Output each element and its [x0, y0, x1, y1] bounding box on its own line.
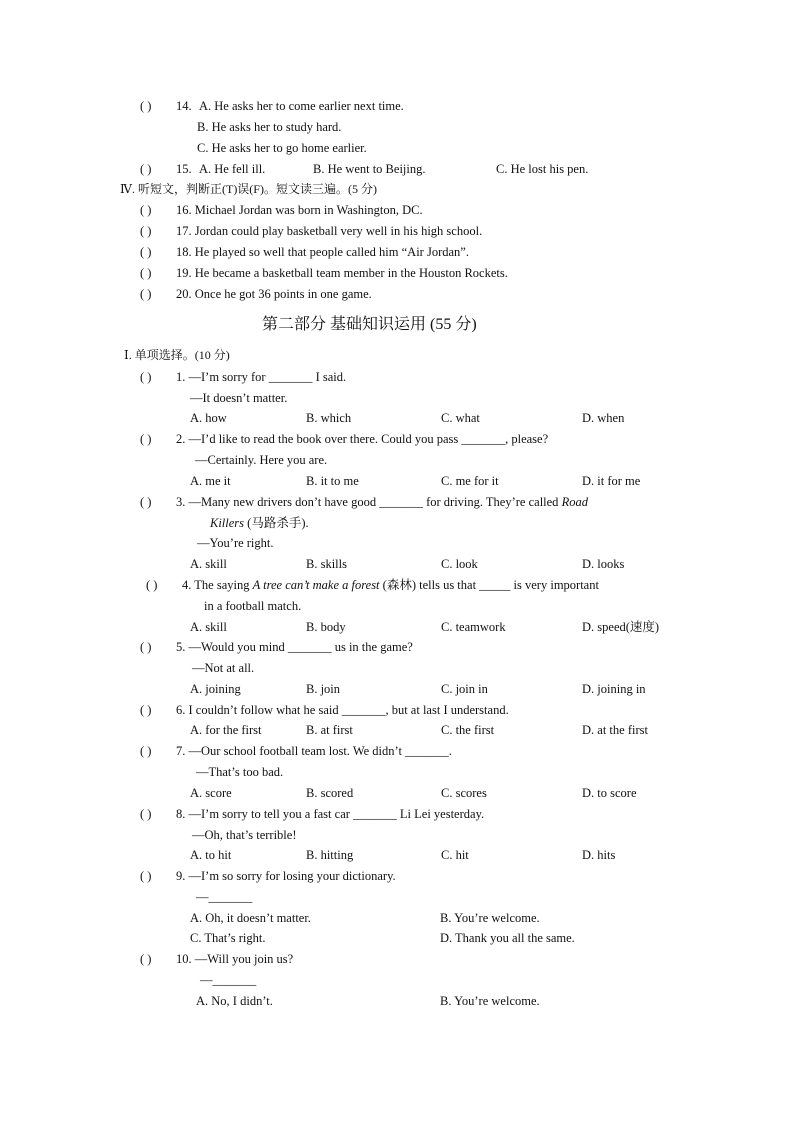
- question-2-reply: —Certainly. Here you are.: [195, 453, 328, 467]
- q9-option-b: B. You’re welcome.: [440, 911, 540, 925]
- q1-option-c: C. what: [441, 411, 480, 425]
- q2-option-b: B. it to me: [306, 474, 359, 488]
- q14-option-a: A. He asks her to come earlier next time.: [199, 99, 404, 113]
- q2-option-a: A. me it: [190, 474, 231, 488]
- question-8-reply: —Oh, that’s terrible!: [192, 828, 297, 842]
- q5-option-c: C. join in: [441, 682, 488, 696]
- question-3-term-2: Killers: [210, 516, 245, 530]
- question-5-stem: 5. —Would you mind _______ us in the game?: [176, 640, 413, 654]
- q1-option-d: D. when: [582, 411, 625, 425]
- q8-option-b: B. hitting: [306, 848, 354, 862]
- q2-option-c: C. me for it: [441, 474, 499, 488]
- question-5-reply: —Not at all.: [192, 661, 255, 675]
- question-3-gloss: (马路杀手).: [244, 516, 309, 530]
- q6-option-a: A. for the first: [190, 723, 262, 737]
- answer-blank-8[interactable]: ( ): [140, 807, 152, 821]
- question-3-reply: —You’re right.: [197, 536, 274, 550]
- answer-blank-10[interactable]: ( ): [140, 952, 152, 966]
- question-3-stem-line2: [210, 515, 309, 531]
- q3-option-c: C. look: [441, 557, 478, 571]
- q7-option-d: D. to score: [582, 786, 637, 800]
- q9-option-a: A. Oh, it doesn’t matter.: [190, 911, 311, 925]
- q6-option-b: B. at first: [306, 723, 353, 737]
- question-6-stem: 6. I couldn’t follow what he said _______, but at last I understand.: [176, 703, 509, 717]
- q15-option-c: C. He lost his pen.: [496, 162, 589, 176]
- q4-option-d: D. speed(速度): [582, 620, 660, 634]
- statement-18: 18. He played so well that people called him “Air Jordan”.: [176, 245, 469, 259]
- question-1-stem: 1. —I’m sorry for _______ I said.: [176, 370, 347, 384]
- q15-option-a: A. He fell ill.: [199, 162, 266, 176]
- q15-option-b: B. He went to Beijing.: [313, 162, 426, 176]
- question-3-stem-text: 3. —Many new drivers don’t have good _______ for driving. They’re called: [176, 495, 562, 509]
- q9-option-c: C. That’s right.: [190, 931, 266, 945]
- q7-option-c: C. scores: [441, 786, 487, 800]
- q10-option-a: A. No, I didn’t.: [196, 994, 273, 1008]
- q8-option-a: A. to hit: [190, 848, 232, 862]
- question-15-number: 15.: [176, 162, 192, 176]
- q4-option-a: A. skill: [190, 620, 227, 634]
- question-1-reply: —It doesn’t matter.: [190, 391, 288, 405]
- question-8-stem: 8. —I’m sorry to tell you a fast car _______ Li Lei yesterday.: [176, 807, 485, 821]
- q3-option-a: A. skill: [190, 557, 227, 571]
- question-2-stem: 2. —I’d like to read the book over there. Could you pass _______, please?: [176, 432, 549, 446]
- q8-option-d: D. hits: [582, 848, 616, 862]
- question-3-stem: [176, 494, 588, 510]
- statement-16: 16. Michael Jordan was born in Washington, DC.: [176, 203, 423, 217]
- question-10-reply-blank[interactable]: —_______: [200, 973, 257, 987]
- q4-option-b: B. body: [306, 620, 346, 634]
- statement-17: 17. Jordan could play basketball very well in his high school.: [176, 224, 483, 238]
- answer-blank-16[interactable]: ( ): [140, 203, 152, 217]
- question-9-reply-blank[interactable]: —_______: [196, 890, 253, 904]
- question-9-stem: 9. —I’m so sorry for losing your dictionary.: [176, 869, 396, 883]
- answer-blank-2[interactable]: ( ): [140, 432, 152, 446]
- q6-option-c: C. the first: [441, 723, 495, 737]
- section-4-title: Ⅳ. 听短文，判断正(T)误(F)。短文读三遍。(5 分): [120, 182, 377, 196]
- q14-option-b: B. He asks her to study hard.: [197, 120, 342, 134]
- question-3-term: Road: [561, 495, 588, 509]
- q8-option-c: C. hit: [441, 848, 469, 862]
- statement-19: 19. He became a basketball team member in the Houston Rockets.: [176, 266, 508, 280]
- question-14-number: 14.: [176, 99, 192, 113]
- q7-option-b: B. scored: [306, 786, 354, 800]
- q1-option-a: A. how: [190, 411, 227, 425]
- answer-blank-19[interactable]: ( ): [140, 266, 152, 280]
- q9-option-d: D. Thank you all the same.: [440, 931, 575, 945]
- question-4-saying: A tree can’t make a forest: [252, 578, 380, 592]
- answer-blank-1[interactable]: ( ): [140, 370, 152, 384]
- answer-blank-17[interactable]: ( ): [140, 224, 152, 238]
- question-4-stem-line2: in a football match.: [204, 599, 302, 613]
- answer-blank-20[interactable]: ( ): [140, 287, 152, 301]
- q3-option-d: D. looks: [582, 557, 625, 571]
- q5-option-b: B. join: [306, 682, 341, 696]
- answer-blank-5[interactable]: ( ): [140, 640, 152, 654]
- q7-option-a: A. score: [190, 786, 232, 800]
- question-10-stem: 10. —Will you join us?: [176, 952, 294, 966]
- q10-option-b: B. You’re welcome.: [440, 994, 540, 1008]
- section-1-title: Ⅰ. 单项选择。(10 分): [124, 348, 230, 362]
- q4-option-c: C. teamwork: [441, 620, 506, 634]
- q5-option-a: A. joining: [190, 682, 241, 696]
- question-7-reply: —That’s too bad.: [196, 765, 284, 779]
- question-4-stem-rest: (森林) tells us that _____ is very important: [379, 578, 599, 592]
- q3-option-b: B. skills: [306, 557, 347, 571]
- answer-blank-15[interactable]: ( ): [140, 162, 152, 176]
- statement-20: 20. Once he got 36 points in one game.: [176, 287, 372, 301]
- answer-blank-7[interactable]: ( ): [140, 744, 152, 758]
- q6-option-d: D. at the first: [582, 723, 648, 737]
- q2-option-d: D. it for me: [582, 474, 641, 488]
- answer-blank-9[interactable]: ( ): [140, 869, 152, 883]
- question-4-stem-text: 4. The saying: [182, 578, 253, 592]
- part-2-heading: 第二部分 基础知识运用 (55 分): [262, 316, 477, 333]
- question-4-stem: [182, 577, 599, 593]
- answer-blank-14[interactable]: ( ): [140, 99, 152, 113]
- answer-blank-6[interactable]: ( ): [140, 703, 152, 717]
- answer-blank-4[interactable]: ( ): [146, 578, 158, 592]
- q14-option-c: C. He asks her to go home earlier.: [197, 141, 367, 155]
- answer-blank-3[interactable]: ( ): [140, 495, 152, 509]
- q1-option-b: B. which: [306, 411, 352, 425]
- answer-blank-18[interactable]: ( ): [140, 245, 152, 259]
- q5-option-d: D. joining in: [582, 682, 646, 696]
- question-7-stem: 7. —Our school football team lost. We didn’t _______.: [176, 744, 452, 758]
